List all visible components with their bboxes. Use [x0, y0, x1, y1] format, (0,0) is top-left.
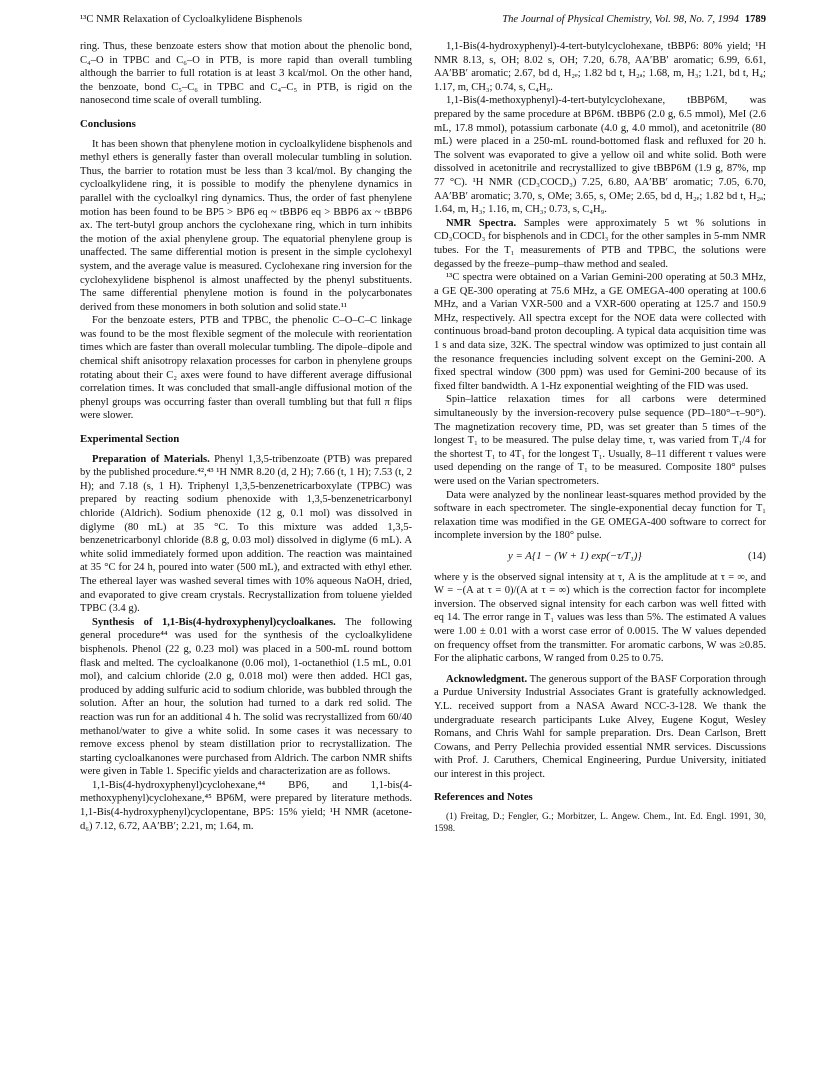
page-number: 1789	[744, 14, 766, 25]
nmr-spectra-runin: NMR Spectra.	[446, 217, 517, 229]
nmr-spectra-text: Samples were approximately 5 wt % solutions in CD₃COCD₃ for bisphenols and in CDCl₃ for the other samples in 5-mm NMR tubes. For the T₁ measurements of PTB and TPBC, the solutions were degassed by the freeze–pump–thaw method and sealed.	[434, 217, 767, 270]
acknowledgment-paragraph	[434, 673, 766, 782]
reference-1: (1) Freitag, D.; Fengler, G.; Morbitzer, L. Angew. Chem., Int. Ed. Engl. 1991, 30, 1598.	[434, 812, 766, 835]
preparation-text: Phenyl 1,3,5-tribenzoate (PTB) was prepared by the published procedure.⁴²,⁴³ ¹H NMR 8.20 (d, 2 H); 7.66 (t, 1 H); 7.53 (t, 2 H); and 7.18 (s, 1 H). Triphenyl 1,3,5-benzenetricarboxylate (TPBC) was prepared by reacting sodium phenoxide with 1,3,5-benzenetricarbonyl chloride (Aldrich). Sodium phenoxide (12 g, 0.1 mol) was dissolved in diglyme (80 mL) at 35 °C. To this mixture was added 1,3,5-benzenetricarbonyl chloride (8.8 g, 0.03 mol) dissolved in diglyme (6 mL). A white solid immediately formed upon addition. The reaction was maintained at 35 °C for 24 h, poured into water (500 mL), and extracted with ethyl ether. The ethereal layer was washed several times with 10% aqueous NaOH, dried, and evaporated to give cream crystals. Recrystallization from toluene yielded TPBC (3.4 g).	[80, 453, 413, 615]
synthesis-text: The following general procedure⁴⁴ was used for the synthesis of the cycloalkylidene bisphenols. Phenol (22 g, 0.23 mol) was placed in a 500-mL round bottom flask and melted. The cycloalkanone (0.06 mol), 1-octanethiol (1.5 mL, 0.01 mol), and calcium chloride (2.0 g, 0.018 mol) were then added. HCl gas, produced by adding sulfuric acid to sodium chloride, was bubbled through the solution. After an hour, the solution had turned to a dark red solid. The reaction was run for an additional 4 h. The solid was recrystallized from 60/40 methanol/water to give a white solid. In some cases it was necessary to remove excess phenol by steam distillation prior to recrystallization. The starting cycloalkanones were purchased from Aldrich. The carbon NMR shifts were given in Table 1. Specific yields and characterization are as follows.	[80, 616, 412, 778]
preparation-runin: Preparation of Materials.	[92, 453, 210, 465]
references-heading: References and Notes	[434, 791, 533, 804]
acknowledgment-runin: Acknowledgment.	[446, 673, 528, 685]
journal-name: The Journal of Physical Chemistry, Vol. 98, No. 7, 1994	[502, 14, 739, 25]
left-column	[80, 40, 412, 833]
conclusions-paragraph-2: For the benzoate esters, PTB and TPBC, the phenolic C–O–C–C linkage was found to be the most flexible segment of the molecule with reorientation times which are faster than overall molecular tumbling. The dipole–dipole and chemical shift anisotropy relaxation processes for carbon in phenylene groups rotating about their C₂ axes were found to have different average diffusional correlation times. It was concluded that small-angle diffusional motion of the phenyl groups was occurring faster than overall tumbling but that full π flips were slower.	[80, 315, 412, 422]
page-header	[80, 14, 766, 30]
equation-explanation-paragraph: where y is the observed signal intensity at τ, A is the amplitude at τ = ∞, and W = −(A at τ = 0)/(A at τ = ∞) which is the correction factor for incomplete inversion. The observed signal intensity for each carbon was well fitted with eq 14. The error range in T₁ values was less than 5%. The estimated A values were 1.00 ± 0.01 with a worst case error of 0.0015. The W values depended on frequency offset from the transmitter. For aromatic carbons, W was ≥0.85. For the aliphatic carbons, W ranged from 0.25 to 0.75.	[434, 571, 766, 665]
equation-14	[434, 550, 766, 564]
data-analysis-paragraph: Data were analyzed by the nonlinear least-squares method provided by the software in each spectrometer. The single-exponential decay function for T₁ relaxation time was modified in the GE OMEGA-400 software to correct for incomplete inversion by the 180° pulse.	[434, 489, 766, 542]
conclusions-heading: Conclusions	[80, 117, 136, 130]
c13-spectra-paragraph: ¹³C spectra were obtained on a Varian Gemini-200 operating at 50.3 MHz, a GE QE-300 operating at 75.6 MHz, a GE OMEGA-400 operating at 100.6 MHz, and a Varian VXR-500 and a VXR-600 operating at 125.7 and 150.9 MHz, respectively. All spectra except for the NOE data were collected with continuous broad-band proton decoupling. A typical data acquisition time was 1 s and data size, 32K. The spectral window was optimized to just contain all the resonance frequencies including solvent except on the Gemini-200. A fixed spectral window (300 ppm) was used for Gemini-200 because of its fixed filter bandwidth. A 1-Hz exponential weighting of the FID was used.	[434, 272, 766, 392]
experimental-heading: Experimental Section	[80, 433, 180, 446]
preparation-paragraph	[80, 453, 412, 616]
tbbp6-paragraph: 1,1-Bis(4-hydroxyphenyl)-4-tert-butylcyclohexane, tBBP6: 80% yield; ¹H NMR 8.13, s, OH; 8.02 s, OH; 7.20, 6.78, AA′BB′ aromatic; 6.99, 6.61, AA′BB′ aromatic; 2.67, bd d, H₂ₑ; 1.82 bd t, H₂ₐ; 1.68, m, H₃; 1.21, bd t, H₄; 1.17, m, CH₃; 0.74, s, C₄H₉.	[434, 41, 766, 93]
nmr-spectra-paragraph	[434, 217, 766, 271]
synthesis-paragraph	[80, 616, 412, 779]
equation-body: y = A{1 − (W + 1) exp(−τ/T₁)}	[508, 549, 642, 562]
intro-paragraph: ring. Thus, these benzoate esters show that motion about the phenolic bond, C₄–O in TPBC and C₆–O in PTB, is more rapid than overall tumbling although the barrier to full rotation is at least 3 kcal/mol. On the other hand, the benzoate, bond C₅–C₆ in TPBC and C₄–C₅ in PTB, is rigid on the nanosecond time scale of overall tumbling.	[80, 41, 412, 107]
right-column	[434, 40, 766, 835]
acknowledgment-text: The generous support of the BASF Corporation through a Purdue University Industrial Associates Grant is gratefully acknowledged. Y.L. received support from a NASA Award NCC-3-128. We thank the undergraduate research participants Luke Alvey, Eugene Kogut, Wesley Romans, and Chris Wahl for sample preparation. Drs. Dean Carlson, Brett Cowans, and Perry Pellechia provided essential NMR services. Discussions with Prof. J. Caruthers, Chemical Engineering, Purdue University, initiated our interest in this project.	[434, 673, 767, 780]
running-title: ¹³C NMR Relaxation of Cycloalkylidene Bisphenols	[80, 14, 303, 25]
bp6-paragraph: 1,1-Bis(4-hydroxyphenyl)cyclohexane,⁴⁴ BP6, and 1,1-bis(4-methoxyphenyl)cyclohexane,⁴⁵ BP6M, were prepared by literature methods. 1,1-Bis(4-hydroxyphenyl)cyclopentane, BP5: 15% yield; ¹H NMR (acetone-d₆) 7.12, 6.72, AA′BB′; 2.21, m; 1.64, m.	[80, 779, 412, 832]
tbbp6m-paragraph: 1,1-Bis(4-methoxyphenyl)-4-tert-butylcyclohexane, tBBP6M, was prepared by the same procedure at BP6M. tBBP6 (2.0 g, 6.5 mmol), MeI (2.6 mL, 17.8 mmol), potassium carbonate (4.0 g, 4.0 mmol), and acetonitrile (80 mL) were placed in a 250-mL round-bottomed flask and refluxed for 20 h. The solvent was evaporated to give a yellow oil and white solid. Both were dissolved in acetonitrile and recrystallized to give tBBP6M (1.9 g, 87%, mp 77 °C). ¹H NMR (CD₃COCD₃) 7.25, 6.80, AA′BB′ aromatic; 7.05, 6.70, AA′BB′ aromatic; 3.70, s, OMe; 3.65, s, OMe; 2.65, bd d, H₂ₑ; 1.82 bd t, H₂ₐ; 1.64, m, H₃; 1.16, m, CH₃; 0.73, s, C₄H₉.	[434, 95, 766, 216]
journal-citation	[502, 14, 766, 25]
equation-number: (14)	[748, 549, 766, 562]
conclusions-paragraph-1: It has been shown that phenylene motion in cycloalkylidene bisphenols and methyl ethers is generally faster than overall molecular tumbling in solution. Thus, the barrier to rotation must be less than 3 kcal/mol. By changing the cycloalkylidene ring, it is possible to modify the phenylene dynamics in parallel with the cycloalkyl ring dynamics. Thus, the order of fast phenylene motion has been found to be BP5 > BP6 eq ~ tBBP6 eq > BBP6 ax ~ tBBP6 ax. The tert-butyl group anchors the cyclohexane ring, which in turn inhibits the motion of the axial phenylene group. The equatorial phenylene group is unaffected. The same differential motion is present in the simple cyclohexyl system, and the average value is measured. Cyclohexane ring inversion for the cyclohexylidene bisphenol is almost unaffected by the phenyl substituents. The same differential phenylene motion is found in the polycarbonates derived from these monomers in both solution and solid state.¹¹	[80, 138, 412, 313]
spin-lattice-paragraph: Spin–lattice relaxation times for all carbons were determined simultaneously by the inversion-recovery pulse sequence (PD–180°–τ–90°). The magnetization recovery time, PD, was set greater than 5 times of the longest T₁ to be measured. The pulse delay time, τ, was varied from T₁/4 for the shortest T₁ to 4T₁ for the longest T₁. Usually, 8–11 different τ values were used depending on the range of T₁ to be measured. Composite 180° pulses were used on the Varian spectrometers.	[434, 394, 766, 487]
synthesis-runin: Synthesis of 1,1-Bis(4-hydroxyphenyl)cycloalkanes.	[92, 616, 336, 628]
